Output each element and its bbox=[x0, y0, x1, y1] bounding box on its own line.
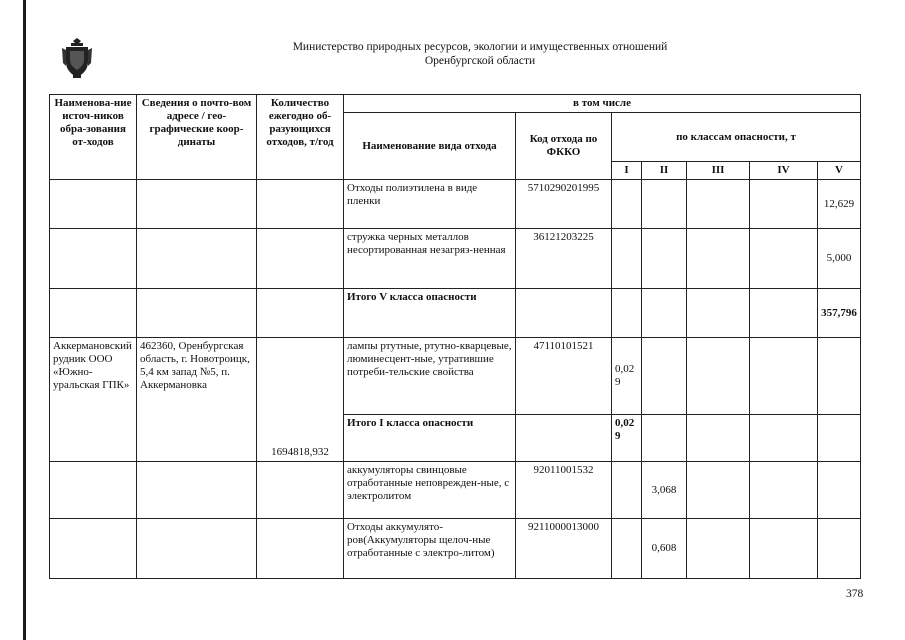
page-number: 378 bbox=[846, 588, 864, 600]
quantity-cell: 1694818,932 bbox=[257, 338, 344, 462]
class-ii-cell bbox=[642, 415, 687, 462]
table-row bbox=[50, 180, 861, 229]
source-cell bbox=[50, 462, 137, 519]
class-iv-cell bbox=[750, 338, 818, 415]
waste-name-cell: Отходы полиэтилена в виде пленки bbox=[344, 180, 516, 229]
quantity-cell bbox=[257, 462, 344, 519]
header-address: Сведения о почто-вом адресе / гео-графические коор-динаты bbox=[137, 95, 257, 180]
class-iii-cell bbox=[687, 229, 750, 289]
class-v-cell bbox=[818, 519, 861, 579]
class-iii-cell bbox=[687, 289, 750, 338]
source-cell: Аккермановский рудник ООО «Южно-уральская ГПК» bbox=[50, 338, 137, 462]
class-iv-cell bbox=[750, 229, 818, 289]
class-iii-cell bbox=[687, 519, 750, 579]
left-margin-rule bbox=[23, 0, 26, 640]
class-i-cell bbox=[612, 229, 642, 289]
region-name: Оренбургской области bbox=[424, 55, 536, 67]
class-ii-cell bbox=[642, 289, 687, 338]
class-i-cell bbox=[612, 462, 642, 519]
subtotal-label-cell: Итого I класса опасности bbox=[344, 415, 516, 462]
class-iii-cell bbox=[687, 415, 750, 462]
class-v-cell: 12,629 bbox=[818, 180, 861, 229]
source-cell bbox=[50, 289, 137, 338]
class-i-cell: 0,029 bbox=[612, 338, 642, 415]
fkko-code-cell: 36121203225 bbox=[516, 229, 612, 289]
address-cell: 462360, Оренбургская область, г. Новотроицк, 5,4 км запад №5, п. Аккермановка bbox=[137, 338, 257, 462]
class-iv-cell bbox=[750, 180, 818, 229]
waste-name-cell: Отходы аккумулято-ров(Аккумуляторы щелоч-ные отработанные с электро-литом) bbox=[344, 519, 516, 579]
address-cell bbox=[137, 289, 257, 338]
header-class-iv: IV bbox=[750, 162, 818, 180]
quantity-cell bbox=[257, 519, 344, 579]
header-quantity: Количество ежегодно об-разующихся отходов, т/год bbox=[257, 95, 344, 180]
fkko-code-cell bbox=[516, 289, 612, 338]
waste-name-cell: стружка черных металлов несортированная незагряз-ненная bbox=[344, 229, 516, 289]
table-row bbox=[50, 229, 861, 289]
address-cell bbox=[137, 180, 257, 229]
document-header bbox=[200, 40, 760, 68]
class-iv-cell bbox=[750, 462, 818, 519]
header-class-ii: II bbox=[642, 162, 687, 180]
class-v-cell: 5,000 bbox=[818, 229, 861, 289]
waste-name-cell: аккумуляторы свинцовые отработанные неповрежден-ные, с электролитом bbox=[344, 462, 516, 519]
waste-table bbox=[49, 94, 861, 579]
class-ii-cell: 3,068 bbox=[642, 462, 687, 519]
header-including: в том числе bbox=[344, 95, 861, 113]
fkko-code-cell: 5710290201995 bbox=[516, 180, 612, 229]
class-v-cell bbox=[818, 338, 861, 415]
coat-of-arms-icon bbox=[60, 36, 94, 80]
class-v-cell bbox=[818, 462, 861, 519]
table-row bbox=[50, 519, 861, 579]
fkko-code-cell: 92011001532 bbox=[516, 462, 612, 519]
class-i-cell bbox=[612, 289, 642, 338]
source-cell bbox=[50, 229, 137, 289]
fkko-code-cell: 9211000013000 bbox=[516, 519, 612, 579]
table-row bbox=[50, 289, 861, 338]
header-fkko-code: Код отхода по ФККО bbox=[516, 113, 612, 180]
subtotal-label-cell: Итого V класса опасности bbox=[344, 289, 516, 338]
class-v-cell bbox=[818, 415, 861, 462]
class-iv-cell bbox=[750, 415, 818, 462]
ministry-name: Министерство природных ресурсов, экологии и имущественных отношений bbox=[292, 41, 668, 53]
class-iii-cell bbox=[687, 338, 750, 415]
address-cell bbox=[137, 229, 257, 289]
header-source-name: Наименова-ние источ-ников обра-зования от-ходов bbox=[50, 95, 137, 180]
source-cell bbox=[50, 180, 137, 229]
class-i-cell bbox=[612, 180, 642, 229]
address-cell bbox=[137, 519, 257, 579]
quantity-cell bbox=[257, 180, 344, 229]
class-iii-cell bbox=[687, 180, 750, 229]
table-row bbox=[50, 462, 861, 519]
class-ii-cell bbox=[642, 229, 687, 289]
class-iii-cell bbox=[687, 462, 750, 519]
fkko-code-cell: 47110101521 bbox=[516, 338, 612, 415]
table-row bbox=[50, 338, 861, 415]
class-v-subtotal-cell: 357,796 bbox=[818, 289, 861, 338]
quantity-cell bbox=[257, 229, 344, 289]
fkko-code-cell bbox=[516, 415, 612, 462]
class-ii-cell bbox=[642, 180, 687, 229]
class-i-cell bbox=[612, 519, 642, 579]
source-cell bbox=[50, 519, 137, 579]
header-class-i: I bbox=[612, 162, 642, 180]
class-i-subtotal-cell: 0,029 bbox=[612, 415, 642, 462]
class-ii-cell: 0,608 bbox=[642, 519, 687, 579]
class-iv-cell bbox=[750, 519, 818, 579]
header-hazard-classes: по классам опасности, т bbox=[612, 113, 861, 162]
header-class-iii: III bbox=[687, 162, 750, 180]
header-waste-type: Наименование вида отхода bbox=[344, 113, 516, 180]
waste-name-cell: лампы ртутные, ртутно-кварцевые, люминесцент-ные, утратившие потреби-тельские свойства bbox=[344, 338, 516, 415]
quantity-cell bbox=[257, 289, 344, 338]
class-ii-cell bbox=[642, 338, 687, 415]
header-class-v: V bbox=[818, 162, 861, 180]
address-cell bbox=[137, 462, 257, 519]
class-iv-cell bbox=[750, 289, 818, 338]
